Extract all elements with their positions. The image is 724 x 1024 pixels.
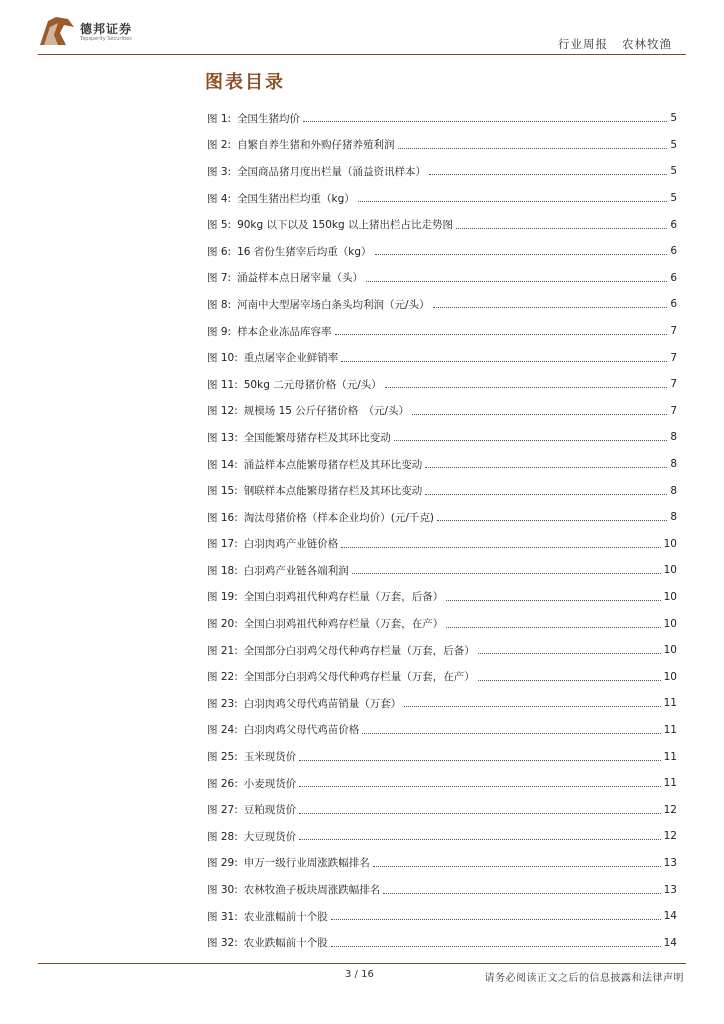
toc-entry-page: 7 xyxy=(670,325,677,338)
toc-entry-number: 图 27: xyxy=(207,804,238,817)
toc-entry-number: 图 18: xyxy=(207,564,238,577)
toc-leader-dots xyxy=(404,705,660,707)
toc-entry-title: 90kg 以下以及 150kg 以上猪出栏占比走势图 xyxy=(237,219,453,232)
toc-entry-number: 图 32: xyxy=(207,937,238,950)
toc-entry-title: 农业涨幅前十个股 xyxy=(243,910,328,923)
toc-entry[interactable] xyxy=(207,265,677,292)
toc-entry-number: 图 28: xyxy=(207,830,238,843)
toc-entry-number: 图 12: xyxy=(207,405,238,418)
toc-entry-title: 涌益样本点日屠宰量（头） xyxy=(237,272,364,285)
toc-entry-title: 玉米现货价 xyxy=(243,751,297,764)
toc-entry-page: 13 xyxy=(663,883,677,896)
toc-entry[interactable] xyxy=(207,531,677,558)
toc-entry[interactable] xyxy=(207,477,677,504)
toc-entry[interactable] xyxy=(207,637,677,664)
toc-entry-title: 农林牧渔子板块周涨跌幅排名 xyxy=(243,884,381,897)
toc-entry-number: 图 9: xyxy=(207,325,232,338)
toc-leader-dots xyxy=(375,253,668,255)
toc-leader-dots xyxy=(433,306,668,308)
toc-entry-title: 涌益样本点能繁母猪存栏及其环比变动 xyxy=(243,458,423,471)
toc-entry-page: 12 xyxy=(663,830,677,843)
toc-entry-title: 河南中大型屠宰场白条头均利润（元/头） xyxy=(237,298,430,311)
toc-entry[interactable] xyxy=(207,557,677,584)
toc-entry[interactable] xyxy=(207,105,677,132)
toc-entry-title: 白羽肉鸡父母代鸡苗销量（万套） xyxy=(243,697,402,710)
toc-leader-dots xyxy=(358,200,668,202)
toc-entry-title: 全国白羽鸡祖代种鸡存栏量（万套，在产） xyxy=(243,618,444,631)
toc-entry-title: 小麦现货价 xyxy=(243,777,297,790)
toc-entry-number: 图 21: xyxy=(207,644,238,657)
toc-entry[interactable] xyxy=(207,185,677,212)
toc-entry[interactable] xyxy=(207,318,677,345)
toc-entry[interactable] xyxy=(207,850,677,877)
toc-entry-number: 图 13: xyxy=(207,431,238,444)
toc-leader-dots xyxy=(425,493,667,495)
industry-label: 农林牧渔 xyxy=(622,37,672,51)
toc-entry[interactable] xyxy=(207,743,677,770)
toc-entry-title: 全国部分白羽鸡父母代种鸡存栏量（万套，后备） xyxy=(243,644,475,657)
toc-entry[interactable] xyxy=(207,717,677,744)
toc-entry[interactable] xyxy=(207,451,677,478)
toc-entry-title: 50kg 二元母猪价格（元/头） xyxy=(243,378,382,391)
toc-entry-number: 图 24: xyxy=(207,724,238,737)
toc-entry-title: 全国部分白羽鸡父母代种鸡存栏量（万套，在产） xyxy=(243,671,475,684)
toc-entry[interactable] xyxy=(207,876,677,903)
toc-leader-dots xyxy=(331,918,661,920)
toc-entry-number: 图 3: xyxy=(207,165,232,178)
toc-leader-dots xyxy=(446,599,660,601)
toc-entry-title: 申万一级行业周涨跌幅排名 xyxy=(243,857,370,870)
toc-entry-page: 7 xyxy=(670,378,677,391)
toc-entry[interactable] xyxy=(207,211,677,238)
report-category xyxy=(558,36,672,52)
toc-entry-number: 图 1: xyxy=(207,112,232,125)
toc-entry-title: 大豆现货价 xyxy=(243,830,297,843)
toc-entry[interactable] xyxy=(207,132,677,159)
brand-name: 德邦证券 xyxy=(80,21,133,36)
toc-leader-dots xyxy=(373,865,661,867)
toc-entry-page: 5 xyxy=(670,138,677,151)
toc-entry[interactable] xyxy=(207,238,677,265)
toc-entry-number: 图 6: xyxy=(207,245,232,258)
toc-entry-title: 全国能繁母猪存栏及其环比变动 xyxy=(243,431,391,444)
toc-entry-title: 白羽肉鸡产业链价格 xyxy=(243,538,339,551)
toc-entry-number: 图 10: xyxy=(207,352,238,365)
toc-entry-page: 8 xyxy=(670,431,677,444)
toc-entry-page: 6 xyxy=(670,218,677,231)
toc-entry-title: 全国生猪均价 xyxy=(237,112,301,125)
toc-entry-number: 图 23: xyxy=(207,697,238,710)
toc-entry-number: 图 17: xyxy=(207,538,238,551)
toc-entry-number: 图 26: xyxy=(207,777,238,790)
toc-entry[interactable] xyxy=(207,903,677,930)
toc-leader-dots xyxy=(398,147,668,149)
header-divider xyxy=(38,54,686,55)
footer-divider xyxy=(38,963,686,964)
toc-entry-page: 5 xyxy=(670,165,677,178)
toc-entry-page: 11 xyxy=(663,750,677,763)
toc-entry-title: 规模场 15 公斤仔猪价格 （元/头） xyxy=(243,405,410,418)
toc-entry-page: 6 xyxy=(670,245,677,258)
toc-entry-title: 农业跌幅前十个股 xyxy=(243,937,328,950)
toc-leader-dots xyxy=(394,439,668,441)
toc-entry-number: 图 25: xyxy=(207,751,238,764)
toc-entry-number: 图 7: xyxy=(207,272,232,285)
toc-entry-page: 10 xyxy=(663,564,677,577)
toc-entry[interactable] xyxy=(207,424,677,451)
toc-leader-dots xyxy=(341,546,660,548)
toc-entry-title: 重点屠宰企业鲜销率 xyxy=(243,352,339,365)
toc-entry[interactable] xyxy=(207,770,677,797)
toc-leader-dots xyxy=(299,785,660,787)
toc-leader-dots xyxy=(429,173,667,175)
toc-leader-dots xyxy=(299,759,660,761)
toc-entry-number: 图 19: xyxy=(207,591,238,604)
report-type: 行业周报 xyxy=(558,37,608,51)
toc-entry-page: 10 xyxy=(663,590,677,603)
toc-entry-number: 图 15: xyxy=(207,485,238,498)
toc-entry-number: 图 4: xyxy=(207,192,232,205)
toc-entry[interactable] xyxy=(207,158,677,185)
toc-entry-number: 图 5: xyxy=(207,219,232,232)
toc-entry-page: 14 xyxy=(663,936,677,949)
toc-entry-page: 6 xyxy=(670,298,677,311)
toc-entry-page: 7 xyxy=(670,404,677,417)
toc-entry-title: 钢联样本点能繁母猪存栏及其环比变动 xyxy=(243,485,423,498)
toc-entry-number: 图 14: xyxy=(207,458,238,471)
toc-entry-page: 5 xyxy=(670,112,677,125)
toc-leader-dots xyxy=(425,466,667,468)
toc-entry-page: 11 xyxy=(663,777,677,790)
toc-entry-number: 图 20: xyxy=(207,618,238,631)
toc-entry-number: 图 31: xyxy=(207,910,238,923)
toc-leader-dots xyxy=(335,333,668,335)
toc-entry-page: 8 xyxy=(670,458,677,471)
toc-leader-dots xyxy=(385,386,668,388)
toc-entry-page: 8 xyxy=(670,484,677,497)
toc-entry-title: 16 省份生猪宰后均重（kg） xyxy=(237,245,372,258)
toc-entry[interactable] xyxy=(207,690,677,717)
toc-entry[interactable] xyxy=(207,344,677,371)
page-indicator: 3 / 16 xyxy=(345,969,374,980)
toc-entry-page: 10 xyxy=(663,644,677,657)
toc-entry-page: 10 xyxy=(663,617,677,630)
toc-entry-page: 10 xyxy=(663,537,677,550)
toc-entry-title: 白羽肉鸡父母代鸡苗价格 xyxy=(243,724,360,737)
toc-leader-dots xyxy=(366,280,667,282)
toc-leader-dots xyxy=(478,679,661,681)
toc-leader-dots xyxy=(478,652,661,654)
toc-entry-title: 全国生猪出栏均重（kg） xyxy=(237,192,355,205)
toc-entry-page: 7 xyxy=(670,351,677,364)
toc-leader-dots xyxy=(341,360,667,362)
toc-entry-title: 淘汰母猪价格（样本企业均价）(元/千克) xyxy=(243,511,434,524)
toc-entry[interactable] xyxy=(207,610,677,637)
toc-entry-title: 豆粕现货价 xyxy=(243,804,297,817)
toc-entry[interactable] xyxy=(207,398,677,425)
toc-leader-dots xyxy=(412,413,667,415)
toc-entry-title: 样本企业冻品库容率 xyxy=(237,325,332,338)
toc-leader-dots xyxy=(352,572,661,574)
toc-entry-page: 13 xyxy=(663,856,677,869)
toc-entry[interactable] xyxy=(207,291,677,318)
toc-entry-title: 全国商品猪月度出栏量（涌益资讯样本） xyxy=(237,165,427,178)
toc-entry-number: 图 16: xyxy=(207,511,238,524)
toc-entry-page: 14 xyxy=(663,910,677,923)
brand-logo xyxy=(38,15,132,49)
toc-entry-title: 白羽鸡产业链各端利润 xyxy=(243,564,349,577)
toc-title: 图表目录 xyxy=(205,72,285,93)
toc-entry-number: 图 30: xyxy=(207,884,238,897)
toc-entry-page: 10 xyxy=(663,670,677,683)
toc-entry[interactable] xyxy=(207,929,677,956)
legal-disclaimer: 请务必阅读正文之后的信息披露和法律声明 xyxy=(484,973,684,984)
toc-entry-title: 全国白羽鸡祖代种鸡存栏量（万套，后备） xyxy=(243,591,444,604)
toc-entry[interactable] xyxy=(207,504,677,531)
toc-entry-page: 6 xyxy=(670,271,677,284)
toc-leader-dots xyxy=(437,519,667,521)
toc-leader-dots xyxy=(299,812,660,814)
toc-leader-dots xyxy=(446,626,660,628)
toc-entry[interactable] xyxy=(207,663,677,690)
toc-entry-number: 图 22: xyxy=(207,671,238,684)
toc-leader-dots xyxy=(299,838,660,840)
toc-leader-dots xyxy=(383,892,660,894)
toc-entry-number: 图 2: xyxy=(207,139,232,152)
toc-entry-number: 图 8: xyxy=(207,298,232,311)
toc-entry-page: 12 xyxy=(663,803,677,816)
toc-entry[interactable] xyxy=(207,584,677,611)
toc-entry-title: 自繁自养生猪和外购仔猪养殖利润 xyxy=(237,139,395,152)
figure-index xyxy=(207,105,677,956)
toc-leader-dots xyxy=(362,732,660,734)
toc-entry-page: 5 xyxy=(670,192,677,205)
toc-leader-dots xyxy=(456,227,667,229)
toc-entry[interactable] xyxy=(207,371,677,398)
toc-entry-page: 11 xyxy=(663,723,677,736)
brand-mark-icon xyxy=(38,15,76,49)
toc-entry-page: 11 xyxy=(663,697,677,710)
brand-name-en: Topsperity Securities xyxy=(80,35,132,42)
toc-entry[interactable] xyxy=(207,823,677,850)
toc-entry-number: 图 11: xyxy=(207,378,238,391)
toc-entry-number: 图 29: xyxy=(207,857,238,870)
toc-leader-dots xyxy=(303,120,667,122)
toc-entry-page: 8 xyxy=(670,511,677,524)
toc-leader-dots xyxy=(331,945,661,947)
toc-entry[interactable] xyxy=(207,796,677,823)
